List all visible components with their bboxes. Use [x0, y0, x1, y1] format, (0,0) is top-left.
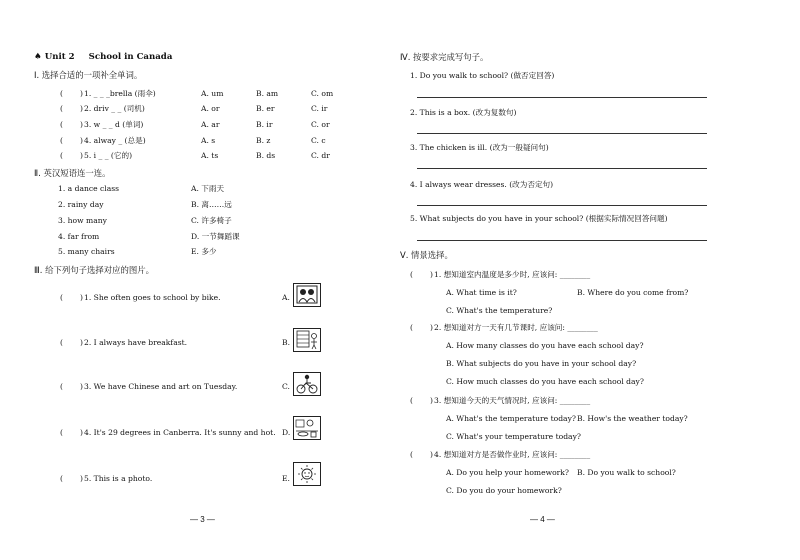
- answer-paren-close: ): [430, 450, 433, 459]
- answer-paren-open[interactable]: (: [60, 120, 63, 129]
- option-c: C. om: [311, 89, 334, 98]
- answer-paren-close: ): [80, 338, 83, 347]
- answer-line[interactable]: [417, 168, 707, 169]
- answer-paren-close: ): [80, 104, 83, 113]
- question-text: 4. I always wear dresses. (改为否定句): [410, 180, 554, 189]
- answer-paren-close: ): [430, 270, 433, 279]
- phrase-cn[interactable]: A. 下雨天: [191, 184, 225, 193]
- question-text: 1. 想知道室内温度是多少时, 应该问: ________: [434, 270, 591, 279]
- section-3-title: Ⅲ. 给下列句子选择对应的图片。: [34, 265, 154, 275]
- answer-paren-open[interactable]: (: [410, 323, 413, 332]
- question-text: 2. This is a box. (改为复数句): [410, 108, 517, 117]
- answer-paren-open[interactable]: (: [410, 396, 413, 405]
- answer-paren-open[interactable]: (: [60, 151, 63, 160]
- option-a[interactable]: A. What's the temperature today?: [446, 414, 576, 423]
- phrase-cn[interactable]: E. 多少: [191, 247, 217, 256]
- option-c: C. c: [311, 136, 326, 145]
- right-page: [400, 0, 800, 560]
- answer-line[interactable]: [417, 240, 707, 241]
- calendar-icon: [294, 329, 320, 351]
- answer-paren-close: ): [80, 89, 83, 98]
- answer-paren-open[interactable]: (: [410, 270, 413, 279]
- photo-frame-picture: [293, 283, 321, 307]
- unit-heading: [34, 52, 172, 62]
- question-text: 1. She often goes to school by bike.: [84, 293, 221, 302]
- bicycle-icon: [294, 373, 320, 395]
- answer-paren-close: ): [80, 120, 83, 129]
- photo-frame-icon: [294, 284, 320, 306]
- option-a: A. or: [201, 104, 220, 113]
- question-text: 3. We have Chinese and art on Tuesday.: [84, 382, 238, 391]
- phrase-en[interactable]: 5. many chairs: [58, 247, 115, 256]
- phrase-cn[interactable]: C. 许多椅子: [191, 216, 232, 225]
- answer-paren-close: ): [80, 382, 83, 391]
- picture-letter: D.: [282, 428, 291, 437]
- answer-line[interactable]: [417, 97, 707, 98]
- answer-paren-close: ): [430, 323, 433, 332]
- question-text: 5. This is a photo.: [84, 474, 153, 483]
- unit-title: School in Canada: [88, 52, 173, 62]
- option-b: B. ds: [256, 151, 276, 160]
- option-b: B. z: [256, 136, 271, 145]
- option-b: B. er: [256, 104, 275, 113]
- phrase-en[interactable]: 1. a dance class: [58, 184, 120, 193]
- question-text: 1. Do you walk to school? (做否定回答): [410, 71, 555, 80]
- answer-paren-close: ): [80, 293, 83, 302]
- option-c: C. dr: [311, 151, 330, 160]
- answer-paren-open[interactable]: (: [60, 382, 63, 391]
- question-text: 4. alway _ (总是): [84, 136, 146, 145]
- question-text: 4. 想知道对方是否做作业时, 应该问: ________: [434, 450, 591, 459]
- option-c[interactable]: C. Do you do your homework?: [446, 486, 562, 495]
- picture-letter: B.: [282, 338, 290, 347]
- page-number: — 3 —: [190, 515, 215, 524]
- question-text: 5. What subjects do you have in your school? (根据实际情况回答问题): [410, 214, 668, 223]
- answer-paren-close: ): [80, 428, 83, 437]
- option-a[interactable]: A. How many classes do you have each school day?: [446, 341, 644, 350]
- answer-paren-open[interactable]: (: [60, 104, 63, 113]
- answer-paren-close: ): [80, 474, 83, 483]
- phrase-en[interactable]: 3. how many: [58, 216, 107, 225]
- option-a: A. ar: [201, 120, 220, 129]
- phrase-en[interactable]: 2. rainy day: [58, 200, 104, 209]
- answer-paren-open[interactable]: (: [60, 474, 63, 483]
- spade-icon: ♠: [34, 52, 42, 62]
- page-number: — 4 —: [530, 515, 555, 524]
- picture-letter: E.: [282, 474, 290, 483]
- picture-letter: A.: [282, 293, 290, 302]
- breakfast-picture: [293, 416, 321, 440]
- section-1-title: Ⅰ. 选择合适的一项补全单词。: [34, 70, 143, 80]
- question-text: 5. i _ _ (它的): [84, 151, 133, 160]
- question-text: 3. The chicken is ill. (改为一般疑问句): [410, 143, 549, 152]
- option-b[interactable]: B. How's the weather today?: [577, 414, 688, 423]
- answer-paren-open[interactable]: (: [60, 338, 63, 347]
- option-b[interactable]: B. What subjects do you have in your school day?: [446, 359, 637, 368]
- option-a: A. s: [201, 136, 216, 145]
- answer-paren-open[interactable]: (: [60, 89, 63, 98]
- question-text: 4. It's 29 degrees in Canberra. It's sunny and hot.: [84, 428, 276, 437]
- phrase-cn[interactable]: D. 一节舞蹈课: [191, 232, 240, 241]
- question-text: 3. 想知道今天的天气情况时, 应该问: ________: [434, 396, 591, 405]
- option-a[interactable]: A. What time is it?: [446, 288, 517, 297]
- answer-paren-open[interactable]: (: [60, 428, 63, 437]
- question-text: 2. 想知道对方一天有几节课时, 应该问: ________: [434, 323, 598, 332]
- option-a: A. um: [201, 89, 224, 98]
- answer-paren-close: ): [80, 151, 83, 160]
- answer-line[interactable]: [417, 205, 707, 206]
- sun-picture: [293, 462, 321, 486]
- option-c: C. ir: [311, 104, 328, 113]
- option-a[interactable]: A. Do you help your homework?: [446, 468, 569, 477]
- sun-icon: [294, 463, 320, 485]
- option-b: B. ir: [256, 120, 273, 129]
- section-2-title: Ⅱ. 英汉短语连一连。: [34, 168, 111, 178]
- option-c[interactable]: C. How much classes do you have each school day?: [446, 377, 644, 386]
- question-text: 3. w _ _ d (单词): [84, 120, 144, 129]
- question-text: 1. _ _ _brella (雨伞): [84, 89, 156, 98]
- question-text: 2. I always have breakfast.: [84, 338, 188, 347]
- answer-paren-close: ): [430, 396, 433, 405]
- calendar-picture: [293, 328, 321, 352]
- phrase-en[interactable]: 4. far from: [58, 232, 100, 241]
- answer-paren-open[interactable]: (: [410, 450, 413, 459]
- breakfast-icon: [294, 417, 320, 439]
- section-5-title: Ⅴ. 情景选择。: [400, 250, 453, 260]
- answer-line[interactable]: [417, 133, 707, 134]
- option-b: B. am: [256, 89, 279, 98]
- answer-paren-open[interactable]: (: [60, 293, 63, 302]
- answer-paren-open[interactable]: (: [60, 136, 63, 145]
- bike-girl-picture: [293, 372, 321, 396]
- picture-letter: C.: [282, 382, 290, 391]
- option-c[interactable]: C. What's your temperature today?: [446, 432, 581, 441]
- option-b[interactable]: B. Where do you come from?: [577, 288, 689, 297]
- question-text: 2. driv _ _ (司机): [84, 104, 145, 113]
- option-c: C. or: [311, 120, 330, 129]
- unit-number: Unit 2: [44, 52, 75, 62]
- phrase-cn[interactable]: B. 离……远: [191, 200, 232, 209]
- answer-paren-close: ): [80, 136, 83, 145]
- section-4-title: Ⅳ. 按要求完成写句子。: [400, 52, 489, 62]
- option-c[interactable]: C. What's the temperature?: [446, 306, 553, 315]
- option-a: A. ts: [201, 151, 219, 160]
- option-b[interactable]: B. Do you walk to school?: [577, 468, 676, 477]
